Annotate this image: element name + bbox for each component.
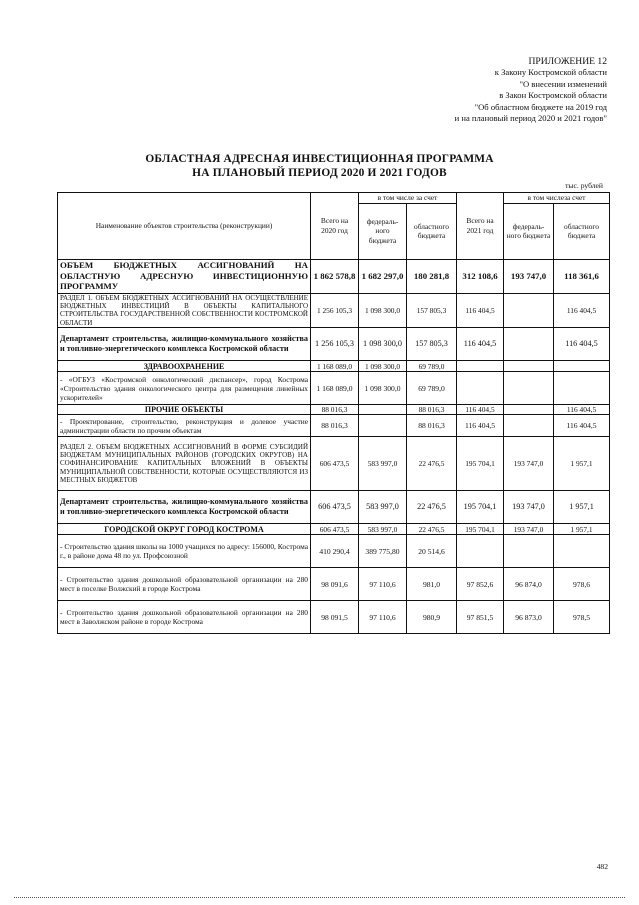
- cell-federal-2021: 193 747,0: [504, 437, 554, 491]
- cell-federal-2020: 97 110,6: [359, 568, 407, 601]
- row-name: ПРОЧИЕ ОБЪЕКТЫ: [58, 405, 311, 415]
- cell-total-2021: 116 404,5: [457, 293, 504, 328]
- table-row: [58, 535, 610, 568]
- cell-total-2021: [457, 372, 504, 405]
- table-row: [58, 405, 610, 415]
- cell-regional-2021: 116 404,5: [554, 293, 610, 328]
- row-name: - «ОГБУЗ «Костромской онкологический диспансер», город Кострома «Строительство здания онкологического центра для размещения линейных ускорителей»: [58, 372, 311, 405]
- cell-regional-2021: [554, 361, 610, 372]
- cell-federal-2021: [504, 535, 554, 568]
- cell-total-2021: 97 852,6: [457, 568, 504, 601]
- cell-regional-2020: 981,0: [407, 568, 457, 601]
- row-name: ЗДРАВООХРАНЕНИЕ: [58, 361, 311, 372]
- cell-total-2020: 606 473,5: [311, 524, 359, 535]
- cell-regional-2020: 157 805,3: [407, 293, 457, 328]
- row-name: ГОРОДСКОЙ ОКРУГ ГОРОД КОСТРОМА: [58, 524, 311, 535]
- cell-total-2020: 410 290,4: [311, 535, 359, 568]
- cell-regional-2020: 20 514,6: [407, 535, 457, 568]
- cell-regional-2020: 980,9: [407, 601, 457, 634]
- table-row: [58, 259, 610, 293]
- cell-total-2021: 116 404,5: [457, 415, 504, 437]
- cell-total-2020: 606 473,5: [311, 491, 359, 524]
- appendix-line-6: и на плановый период 2020 и 2021 годов": [454, 113, 607, 124]
- cell-federal-2020: [359, 405, 407, 415]
- cell-regional-2021: 116 404,5: [554, 405, 610, 415]
- cell-federal-2021: [504, 293, 554, 328]
- appendix-line-2: к Закону Костромской области: [494, 67, 607, 78]
- table-row: [58, 372, 610, 405]
- cell-federal-2020: 583 997,0: [359, 491, 407, 524]
- appendix-note: [367, 56, 607, 124]
- cell-total-2021: [457, 361, 504, 372]
- header-regional-2021: областного бюджета: [554, 203, 610, 259]
- cell-total-2021: 116 404,5: [457, 405, 504, 415]
- cell-total-2021: 97 851,5: [457, 601, 504, 634]
- cell-total-2020: 88 016,3: [311, 405, 359, 415]
- appendix-line-4: в Закон Костромской области: [499, 90, 607, 101]
- row-name: Департамент строительства, жилищно-коммунального хозяйства и топливно-энергетического комплекса Костромской области: [58, 328, 311, 361]
- cell-total-2021: 195 704,1: [457, 491, 504, 524]
- table-row: [58, 415, 610, 437]
- header-regional-2020: областного бюджета: [407, 203, 457, 259]
- cell-regional-2021: 118 361,6: [554, 259, 610, 293]
- header-federal-2021: федераль-ного бюджета: [504, 203, 554, 259]
- cell-federal-2020: [359, 415, 407, 437]
- cell-regional-2020: 157 805,3: [407, 328, 457, 361]
- cell-total-2021: [457, 535, 504, 568]
- cell-total-2021: 312 108,6: [457, 259, 504, 293]
- cell-regional-2020: 22 476,5: [407, 524, 457, 535]
- cell-regional-2021: 978,6: [554, 568, 610, 601]
- cell-federal-2020: 1 098 300,0: [359, 328, 407, 361]
- cell-total-2020: 98 091,6: [311, 568, 359, 601]
- cell-total-2020: 88 016,3: [311, 415, 359, 437]
- cell-federal-2021: 193 747,0: [504, 259, 554, 293]
- cell-federal-2021: 193 747,0: [504, 524, 554, 535]
- cell-federal-2020: 583 997,0: [359, 437, 407, 491]
- header-object-name: Наименование объектов строительства (реконструкции): [58, 193, 311, 260]
- cell-total-2020: 1 168 089,0: [311, 372, 359, 405]
- table-row: [58, 437, 610, 491]
- header-total-2020: Всего на 2020 год: [311, 193, 359, 260]
- row-name: РАЗДЕЛ 1. ОБЪЕМ БЮДЖЕТНЫХ АССИГНОВАНИЙ НА ОСУЩЕСТВЛЕНИЕ БЮДЖЕТНЫХ ИНВЕСТИЦИЙ В ОБЪЕКТЫ КАПИТАЛЬНОГО СТРОИТЕЛЬСТВА ГОСУДАРСТВЕННОЙ СОБСТВЕННОСТИ КОСТРОМСКОЙ ОБЛАСТИ: [58, 293, 311, 328]
- appendix-line-1: ПРИЛОЖЕНИЕ 12: [528, 56, 607, 67]
- header-federal-2020: федераль-ного бюджета: [359, 203, 407, 259]
- cell-total-2020: 1 862 578,8: [311, 259, 359, 293]
- table-row: [58, 568, 610, 601]
- cell-federal-2021: [504, 415, 554, 437]
- cell-federal-2020: 1 098 300,0: [359, 361, 407, 372]
- row-name: ОБЪЕМ БЮДЖЕТНЫХ АССИГНОВАНИЙ НА ОБЛАСТНУЮ АДРЕСНУЮ ИНВЕСТИЦИОННУЮ ПРОГРАММУ: [58, 259, 311, 293]
- cell-federal-2020: 389 775,80: [359, 535, 407, 568]
- cell-federal-2021: [504, 405, 554, 415]
- header-total-2021: Всего на 2021 год: [457, 193, 504, 260]
- bottom-divider: [14, 897, 625, 898]
- cell-regional-2021: 1 957,1: [554, 491, 610, 524]
- cell-total-2020: 1 256 105,3: [311, 328, 359, 361]
- cell-regional-2020: 22 476,5: [407, 437, 457, 491]
- row-name: Департамент строительства, жилищно-коммунального хозяйства и топливно-энергетического комплекса Костромской области: [58, 491, 311, 524]
- cell-regional-2021: 1 957,1: [554, 524, 610, 535]
- cell-federal-2020: 97 110,6: [359, 601, 407, 634]
- cell-total-2021: 195 704,1: [457, 437, 504, 491]
- cell-federal-2021: [504, 361, 554, 372]
- cell-federal-2020: 1 682 297,0: [359, 259, 407, 293]
- cell-regional-2020: 88 016,3: [407, 405, 457, 415]
- cell-federal-2020: 583 997,0: [359, 524, 407, 535]
- table-row: [58, 328, 610, 361]
- row-name: - Строительство здания школы на 1000 учащихся по адресу: 156000, Кострома г., в районе дома 48 по ул. Профсоюзной: [58, 535, 311, 568]
- cell-regional-2021: 978,5: [554, 601, 610, 634]
- cell-federal-2020: 1 098 300,0: [359, 372, 407, 405]
- cell-regional-2021: 116 404,5: [554, 328, 610, 361]
- units-label: тыс. рублей: [565, 181, 603, 190]
- cell-federal-2020: 1 098 300,0: [359, 293, 407, 328]
- cell-regional-2020: 88 016,3: [407, 415, 457, 437]
- header-including-2020: в том числе за счет: [359, 193, 457, 204]
- cell-federal-2021: [504, 372, 554, 405]
- cell-total-2020: 1 168 089,0: [311, 361, 359, 372]
- table-row: [58, 491, 610, 524]
- row-name: РАЗДЕЛ 2. ОБЪЕМ БЮДЖЕТНЫХ АССИГНОВАНИЙ В ФОРМЕ СУБСИДИЙ БЮДЖЕТАМ МУНИЦИПАЛЬНЫХ РАЙОНОВ (ГОРОДСКИХ ОКРУГОВ) НА СОФИНАНСИРОВАНИЕ КАПИТАЛЬНЫХ ВЛОЖЕНИЙ В ОБЪЕКТЫ МУНИЦИПАЛЬНОЙ СОБСТВЕННОСТИ, КОТОРЫЕ ОСУЩЕСТВЛЯЮТСЯ ИЗ МЕСТНЫХ БЮДЖЕТОВ: [58, 437, 311, 491]
- cell-federal-2021: 193 747,0: [504, 491, 554, 524]
- cell-regional-2021: 1 957,1: [554, 437, 610, 491]
- document-title-line-2: НА ПЛАНОВЫЙ ПЕРИОД 2020 И 2021 ГОДОВ: [192, 167, 447, 179]
- cell-regional-2021: 116 404,5: [554, 415, 610, 437]
- cell-regional-2020: 22 476,5: [407, 491, 457, 524]
- cell-total-2020: 98 091,5: [311, 601, 359, 634]
- cell-federal-2021: [504, 328, 554, 361]
- header-including-2021: в том числезa счет: [504, 193, 610, 204]
- cell-total-2020: 606 473,5: [311, 437, 359, 491]
- row-name: - Строительство здания дошкольной образовательной организации на 280 мест в поселке Волжский в городе Кострома: [58, 568, 311, 601]
- cell-total-2020: 1 256 105,3: [311, 293, 359, 328]
- cell-regional-2020: 180 281,8: [407, 259, 457, 293]
- appendix-line-5: "Об областном бюджете на 2019 год: [474, 101, 607, 112]
- cell-federal-2021: 96 874,0: [504, 568, 554, 601]
- appendix-line-3: "О внесении изменений: [519, 78, 607, 89]
- row-name: - Проектирование, строительство, реконструкция и долевое участие администрации области по прочим объектам: [58, 415, 311, 437]
- table-row: [58, 524, 610, 535]
- cell-regional-2020: 69 789,0: [407, 372, 457, 405]
- cell-regional-2021: [554, 535, 610, 568]
- document-title-line-1: ОБЛАСТНАЯ АДРЕСНАЯ ИНВЕСТИЦИОННАЯ ПРОГРАММА: [145, 153, 494, 165]
- cell-total-2021: 195 704,1: [457, 524, 504, 535]
- cell-federal-2021: 96 873,0: [504, 601, 554, 634]
- investment-program-table: [57, 192, 610, 634]
- table-row: [58, 601, 610, 634]
- row-name: - Строительство здания дошкольной образовательной организации на 280 мест в Заволжском районе в городе Кострома: [58, 601, 311, 634]
- table-row: [58, 361, 610, 372]
- cell-total-2021: 116 404,5: [457, 328, 504, 361]
- table-row: [58, 293, 610, 328]
- page-number: 482: [596, 862, 608, 871]
- cell-regional-2020: 69 789,0: [407, 361, 457, 372]
- cell-regional-2021: [554, 372, 610, 405]
